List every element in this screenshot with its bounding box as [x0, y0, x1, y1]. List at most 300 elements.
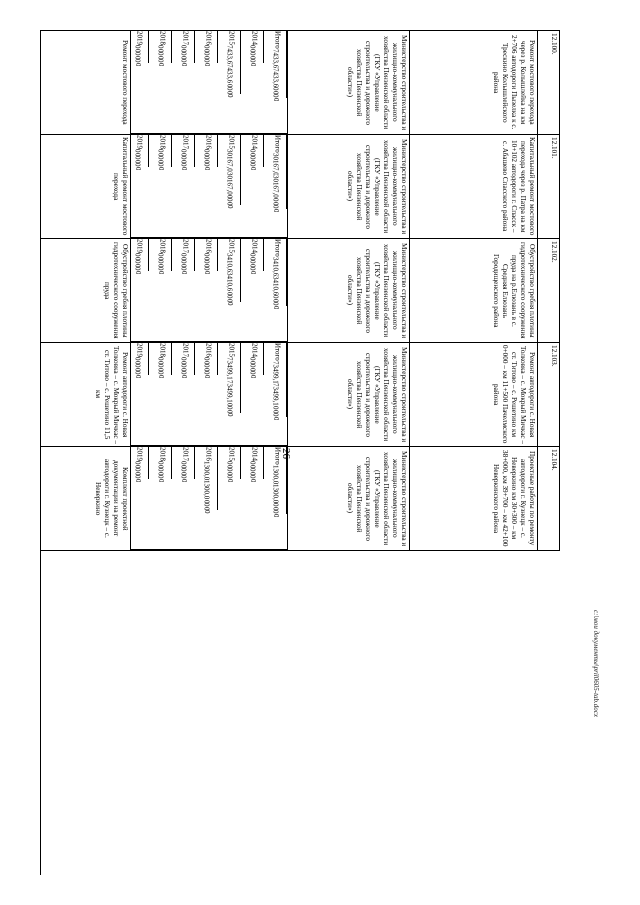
funding-value: 0 — [241, 160, 264, 164]
responsible-executor: Министерство строительства и жилищно-коммунального хозяйства Пензенской области (ГКУ «Управление строительства и дорожного хозяйства Пензенской области») — [288, 239, 410, 342]
funding-value: 0 — [218, 406, 241, 410]
funding-value: 0 — [149, 149, 172, 153]
funding-value: 0 — [131, 253, 149, 257]
funding-value: 0 — [131, 357, 149, 361]
funding-value: 0 — [131, 472, 149, 476]
funding-value: 0 — [180, 62, 188, 66]
funding-value: 0 — [218, 472, 241, 476]
funding-value: 0 — [172, 368, 195, 372]
row-number: 12.100. — [538, 31, 560, 134]
funding-value: 0 — [172, 56, 195, 60]
funding-grid — [131, 343, 288, 446]
funding-value: 0 — [218, 475, 241, 479]
funding-value: 0 — [264, 413, 287, 417]
funding-value: 0 — [264, 87, 287, 91]
funding-value: 0 — [241, 361, 264, 365]
table-row — [41, 135, 560, 239]
funding-value: 1300,0 — [195, 461, 218, 480]
funding-line — [172, 31, 195, 134]
funding-value: 0 — [131, 160, 149, 164]
measure-name: Ремонт мостового перехода через р. Колышлейка на км 2+706 автодороги Пызелка к с. Трескино Колышлейского района — [410, 31, 538, 134]
row-number: 12.104. — [538, 447, 560, 550]
funding-value: 1300,0 — [264, 484, 287, 503]
funding-value: 0 — [264, 302, 287, 306]
funding-value: 0 — [264, 410, 287, 414]
funding-year: 2015 — [222, 447, 241, 461]
funding-value: 0 — [195, 503, 218, 507]
funding-value: 0 — [131, 156, 149, 160]
funding-value: 3410,6 — [264, 257, 287, 276]
funding-year: 2019 — [131, 239, 149, 253]
funding-value: 0 — [218, 91, 241, 95]
funding-value: 0 — [203, 62, 211, 66]
funding-year: 2016 — [199, 239, 218, 253]
funding-line — [218, 447, 241, 550]
funding-value: 30167,0 — [218, 172, 241, 195]
funding-value: 0 — [264, 503, 287, 507]
funding-value: 0 — [241, 153, 264, 157]
funding-value: 0 — [272, 513, 280, 518]
funding-year: 2017 — [176, 447, 195, 461]
funding-value: 0 — [195, 500, 218, 504]
funding-value: 0 — [226, 478, 234, 482]
funding-value: 0 — [149, 461, 172, 465]
funding-value: 0 — [241, 56, 264, 60]
funding-value: 0 — [172, 45, 195, 49]
funding-value: 0 — [203, 510, 211, 514]
funding-line — [172, 343, 195, 446]
funding-value: 0 — [264, 94, 287, 98]
funding-value: 3410,6 — [218, 272, 241, 291]
funding-value: 0 — [149, 253, 172, 257]
funding-value: 0 — [131, 468, 149, 472]
funding-value: 0 — [134, 374, 142, 378]
funding-value: 0 — [264, 198, 287, 202]
funding-value: 0 — [172, 267, 195, 271]
funding-line — [172, 447, 195, 550]
funding-value: 0 — [134, 62, 142, 66]
funding-line — [149, 447, 172, 550]
funding-value: 0 — [195, 160, 218, 164]
funding-year: 2019 — [131, 447, 149, 461]
page-number: 26 — [280, 447, 292, 459]
funding-value: 0 — [218, 84, 241, 88]
funding-value: 0 — [149, 153, 172, 157]
funding-value: 0 — [157, 62, 165, 66]
funding-value: 0 — [131, 465, 149, 469]
funding-value: 0 — [218, 410, 241, 414]
funding-value: 0 — [180, 478, 188, 482]
row-number: 12.101. — [538, 135, 560, 238]
funding-year: 2018 — [153, 239, 172, 253]
funding-value: 0 — [249, 374, 257, 378]
funding-value: 0 — [241, 371, 264, 375]
funding-grid — [131, 31, 288, 134]
funding-value: 0 — [131, 153, 149, 157]
funding-value: 0 — [131, 371, 149, 375]
funding-value: 0 — [195, 59, 218, 63]
funding-value: 0 — [195, 49, 218, 53]
funding-value: 0 — [172, 264, 195, 268]
funding-value: 0 — [241, 461, 264, 465]
funding-value: 0 — [272, 208, 280, 213]
funding-value: 0 — [172, 59, 195, 63]
funding-value: 7433,6 — [264, 68, 287, 87]
funding-value: 0 — [131, 56, 149, 60]
funding-line — [149, 31, 172, 134]
funding-year: 2019 — [131, 135, 149, 149]
funding-value: 0 — [149, 361, 172, 365]
funding-grid — [131, 239, 288, 342]
funding-value: 0 — [226, 94, 234, 98]
funding-value: 30167,0 — [218, 149, 241, 172]
funding-value: 0 — [131, 52, 149, 56]
funding-value: 0 — [157, 478, 165, 482]
funding-value: 0 — [218, 295, 241, 299]
funding-value: 0 — [172, 260, 195, 264]
funding-value: 0 — [172, 465, 195, 469]
expected-result: Ремонт мостового перехода — [40, 31, 131, 134]
funding-value: 0 — [157, 374, 165, 378]
funding-value: 0 — [226, 302, 234, 306]
funding-value: 0 — [203, 166, 211, 170]
funding-value: 0 — [172, 153, 195, 157]
funding-line — [195, 135, 218, 238]
funding-line — [195, 343, 218, 446]
funding-value: 0 — [195, 257, 218, 261]
funding-value: 0 — [218, 403, 241, 407]
funding-year: 2014 — [245, 135, 264, 149]
funding-value: 0 — [172, 364, 195, 368]
funding-value: 0 — [195, 260, 218, 264]
funding-value: 0 — [241, 468, 264, 472]
measure-name: Ремонт автодороги с. Новая Толковка – с. Мокрый Мичкас – ст. Титово – с. Решетино км 0+000 – км 11+500 Пачелмского района — [410, 343, 538, 446]
funding-line — [241, 343, 264, 446]
funding-line — [241, 239, 264, 342]
funding-value: 0 — [241, 368, 264, 372]
funding-value: 0 — [272, 416, 280, 421]
funding-value: 0 — [203, 374, 211, 378]
funding-line — [131, 135, 149, 238]
table-row — [41, 239, 560, 343]
funding-value: 0 — [172, 52, 195, 56]
funding-value: 0 — [249, 62, 257, 66]
funding-value: 0 — [264, 507, 287, 511]
funding-year: 2014 — [245, 31, 264, 45]
funding-line — [241, 447, 264, 550]
funding-line — [264, 239, 287, 342]
funding-value: 0 — [195, 371, 218, 375]
funding-value: 0 — [131, 267, 149, 271]
funding-value: 0 — [131, 461, 149, 465]
funding-line — [264, 343, 287, 446]
funding-value: 0 — [218, 202, 241, 206]
funding-value: 0 — [149, 371, 172, 375]
expected-result: Ремонт автодороги с. Новая Толковка – с. Мокрый Мичкас – ст. Титово – с. Решетино 11,5 км — [40, 343, 131, 446]
funding-line — [149, 239, 172, 342]
funding-value: 0 — [149, 472, 172, 476]
funding-value: 73499,1 — [264, 383, 287, 406]
responsible-executor: Министерство строительства и жилищно-коммунального хозяйства Пензенской области (ГКУ «Управление строительства и дорожного хозяйства Пензенской области») — [288, 135, 410, 238]
funding-value: 0 — [180, 166, 188, 170]
funding-value: 0 — [195, 357, 218, 361]
funding-value: 7433,6 — [218, 64, 241, 83]
funding-value: 0 — [149, 465, 172, 469]
funding-line — [172, 135, 195, 238]
funding-line — [264, 447, 287, 550]
funding-value: 0 — [149, 264, 172, 268]
funding-value: 0 — [149, 468, 172, 472]
funding-year: 2019 — [131, 31, 149, 45]
funding-value: 0 — [264, 295, 287, 299]
funding-value: 0 — [218, 465, 241, 469]
file-path-footer: с:\мои документы\pril0605-tab.docx — [592, 610, 600, 717]
table-row — [41, 31, 560, 135]
funding-year: Итого — [268, 447, 287, 465]
funding-line — [264, 135, 287, 238]
funding-value: 0 — [241, 253, 264, 257]
document-table-wrapper — [40, 30, 560, 875]
funding-value: 0 — [241, 149, 264, 153]
funding-value: 0 — [149, 267, 172, 271]
funding-value: 30167,0 — [264, 175, 287, 198]
funding-value: 0 — [249, 270, 257, 274]
funding-line — [131, 447, 149, 550]
funding-value: 0 — [195, 267, 218, 271]
funding-value: 0 — [241, 364, 264, 368]
funding-value: 0 — [172, 361, 195, 365]
funding-value: 0 — [172, 160, 195, 164]
funding-grid — [131, 135, 288, 238]
funding-value: 0 — [195, 52, 218, 56]
measure-name: Проектные работы по ремонту автодороги г. Кузнецк – с. Неверкино км 30+300 – км 38+000, км 39+700 – км 42+100 Неверкинского района — [410, 447, 538, 550]
funding-value: 0 — [195, 163, 218, 167]
funding-year: Итого — [268, 343, 287, 361]
funding-value: 0 — [149, 364, 172, 368]
funding-value: 0 — [172, 163, 195, 167]
funding-value: 0 — [149, 156, 172, 160]
funding-value: 1300,0 — [264, 465, 287, 484]
funding-value: 0 — [131, 49, 149, 53]
table-row — [41, 447, 560, 551]
funding-line — [149, 343, 172, 446]
funding-value: 0 — [195, 368, 218, 372]
measure-name: Обустройство гребня плотины гидротехнического сооружения пруда на р.Елюзань в с. Средняя Елюзань Городищенского района — [410, 239, 538, 342]
funding-value: 0 — [157, 166, 165, 170]
funding-value: 0 — [203, 270, 211, 274]
funding-year: Итого — [268, 31, 287, 49]
funding-line — [218, 135, 241, 238]
expected-result: Обустройство гребня плотины гидротехнического сооружения пруда — [40, 239, 131, 342]
funding-year: 2014 — [245, 343, 264, 357]
funding-value: 0 — [241, 267, 264, 271]
funding-year: 2017 — [176, 135, 195, 149]
funding-value: 3410,6 — [264, 276, 287, 295]
funding-line — [241, 135, 264, 238]
funding-value: 0 — [131, 368, 149, 372]
funding-value: 0 — [264, 406, 287, 410]
funding-value: 0 — [272, 97, 280, 102]
funding-value: 3410,6 — [218, 253, 241, 272]
funding-value: 0 — [134, 166, 142, 170]
funding-value: 30167,0 — [264, 153, 287, 176]
funding-value: 0 — [264, 205, 287, 209]
funding-value: 0 — [149, 368, 172, 372]
funding-value: 7433,6 — [264, 49, 287, 68]
funding-line — [218, 343, 241, 446]
responsible-executor: Министерство строительства и жилищно-коммунального хозяйства Пензенской области (ГКУ «Управление строительства и дорожного хозяйства Пензенской области») — [288, 447, 410, 550]
funding-value: 0 — [195, 264, 218, 268]
funding-value: 0 — [241, 472, 264, 476]
funding-value: 0 — [195, 253, 218, 257]
funding-value: 0 — [172, 472, 195, 476]
funding-value: 0 — [218, 468, 241, 472]
table-row — [41, 343, 560, 447]
funding-value: 0 — [131, 364, 149, 368]
funding-year: 2016 — [199, 447, 218, 461]
row-number: 12.103. — [538, 343, 560, 446]
funding-value: 0 — [195, 45, 218, 49]
funding-value: 0 — [172, 156, 195, 160]
funding-value: 0 — [131, 264, 149, 268]
funding-year: 2015 — [222, 31, 241, 45]
funding-year: Итого — [268, 239, 287, 257]
funding-line — [149, 135, 172, 238]
funding-value: 0 — [172, 357, 195, 361]
funding-value: 0 — [264, 299, 287, 303]
funding-value: 0 — [195, 361, 218, 365]
funding-value: 0 — [218, 292, 241, 296]
funding-value: 0 — [241, 49, 264, 53]
funding-year: 2016 — [199, 31, 218, 45]
funding-year: 2018 — [153, 135, 172, 149]
funding-value: 0 — [131, 163, 149, 167]
funding-year: 2016 — [199, 135, 218, 149]
funding-line — [195, 239, 218, 342]
funding-value: 0 — [218, 299, 241, 303]
responsible-executor: Министерство строительства и жилищно-коммунального хозяйства Пензенской области (ГКУ «Управление строительства и дорожного хозяйства Пензенской области») — [288, 31, 410, 134]
funding-value: 0 — [180, 374, 188, 378]
funding-value: 0 — [218, 461, 241, 465]
funding-year: 2014 — [245, 447, 264, 461]
funding-value: 0 — [131, 475, 149, 479]
funding-line — [195, 31, 218, 134]
funding-value: 0 — [149, 45, 172, 49]
funding-value: 0 — [172, 149, 195, 153]
funding-value: 0 — [149, 160, 172, 164]
funding-value: 0 — [172, 461, 195, 465]
funding-value: 73499,1 — [264, 361, 287, 384]
funding-year: 2015 — [222, 135, 241, 149]
funding-year: 2017 — [176, 31, 195, 45]
funding-value: 0 — [131, 59, 149, 63]
funding-value: 73499,1 — [218, 357, 241, 380]
funding-line — [195, 447, 218, 550]
funding-year: Итого — [268, 135, 287, 153]
funding-value: 0 — [172, 49, 195, 53]
funding-year: 2015 — [222, 343, 241, 357]
funding-value: 7433,6 — [218, 45, 241, 64]
funding-year: 2018 — [153, 343, 172, 357]
funding-value: 0 — [272, 305, 280, 310]
funding-value: 0 — [241, 260, 264, 264]
funding-value: 0 — [131, 260, 149, 264]
funding-value: 0 — [241, 156, 264, 160]
funding-value: 0 — [172, 253, 195, 257]
funding-value: 0 — [218, 198, 241, 202]
funding-value: 0 — [226, 413, 234, 417]
funding-value: 0 — [241, 59, 264, 63]
funding-value: 73499,1 — [218, 380, 241, 403]
funding-value: 0 — [131, 361, 149, 365]
funding-value: 0 — [149, 357, 172, 361]
funding-value: 0 — [131, 45, 149, 49]
funding-value: 0 — [149, 475, 172, 479]
funding-line — [218, 239, 241, 342]
funding-value: 0 — [218, 87, 241, 91]
funding-value: 0 — [134, 478, 142, 482]
funding-value: 0 — [149, 49, 172, 53]
funding-value: 0 — [195, 507, 218, 511]
funding-value: 0 — [241, 475, 264, 479]
funding-line — [264, 31, 287, 134]
responsible-executor: Министерство строительства и жилищно-коммунального хозяйства Пензенской области (ГКУ «Управление строительства и дорожного хозяйства Пензенской области») — [288, 343, 410, 446]
measure-name: Капитальный ремонт мостового перехода через р. Патра на км 10+102 автодороги г. Спасск – с. Абашево Спасского района — [410, 135, 538, 238]
expected-result: Комплект проектной документации на ремонт автодороги г. Кузнецк – с. Неверкино — [40, 447, 131, 550]
funding-value: 0 — [226, 205, 234, 209]
funding-year: 2017 — [176, 239, 195, 253]
funding-value: 0 — [241, 465, 264, 469]
funding-grid — [131, 447, 288, 550]
funding-value: 0 — [195, 149, 218, 153]
funding-line — [241, 31, 264, 134]
funding-value: 0 — [149, 260, 172, 264]
funding-year: 2017 — [176, 343, 195, 357]
funding-line — [131, 31, 149, 134]
funding-line — [218, 31, 241, 134]
funding-value: 0 — [241, 52, 264, 56]
funding-value: 0 — [134, 270, 142, 274]
funding-value: 0 — [172, 371, 195, 375]
funding-value: 0 — [131, 149, 149, 153]
funding-year: 2016 — [199, 343, 218, 357]
funding-value: 0 — [149, 163, 172, 167]
funding-value: 0 — [195, 364, 218, 368]
funding-value: 0 — [157, 270, 165, 274]
funding-year: 2018 — [153, 447, 172, 461]
funding-value: 1300,0 — [195, 480, 218, 499]
funding-year: 2019 — [131, 343, 149, 357]
funding-year: 2014 — [245, 239, 264, 253]
funding-line — [172, 239, 195, 342]
expected-result: Капитальный ремонт мостового перехода — [40, 135, 131, 238]
funding-value: 0 — [180, 270, 188, 274]
funding-line — [131, 239, 149, 342]
funding-value: 0 — [241, 264, 264, 268]
funding-value: 0 — [149, 52, 172, 56]
funding-value: 0 — [241, 257, 264, 261]
funding-value: 0 — [264, 91, 287, 95]
funding-value: 0 — [172, 475, 195, 479]
funding-line — [131, 343, 149, 446]
funding-value: 0 — [241, 163, 264, 167]
funding-value: 0 — [172, 468, 195, 472]
funding-value: 0 — [218, 195, 241, 199]
funding-value: 0 — [241, 357, 264, 361]
funding-year: 2015 — [222, 239, 241, 253]
funding-value: 0 — [249, 478, 257, 482]
funding-value: 0 — [149, 56, 172, 60]
